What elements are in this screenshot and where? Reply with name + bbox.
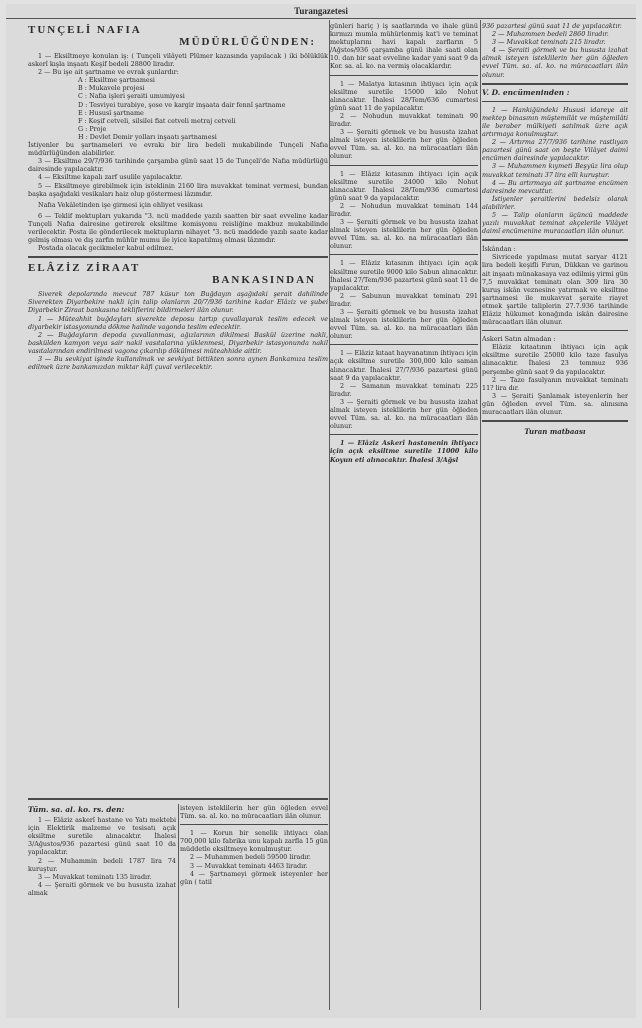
list-item: D : Tesviyei turabiye, şose ve kargir inşaata dair fennî şartname xyxy=(78,100,286,109)
col2-m2: 2 — Nohudun muvakkat teminatı 90 liradır. xyxy=(330,111,478,129)
newspaper-page xyxy=(6,4,636,1018)
tunceli-p5: 4 — Eksiltme kapalı zarf usulile yapılacaktır. xyxy=(38,173,183,182)
divider xyxy=(482,239,628,241)
masthead: Turangazetesi xyxy=(6,4,636,19)
list-item: F : Keşif cetveli, silsilei fiat cetveli metraj cetveli xyxy=(78,116,236,125)
divider xyxy=(330,75,478,76)
divider xyxy=(330,165,478,166)
col3-t3: 3 — Muvakkat teminatı 215 liradır. xyxy=(492,38,606,47)
tum-a4: 4 — Şeraiti görmek ve bu hususta izahat almak xyxy=(28,880,176,897)
printer-footer: Turan matbaası xyxy=(524,427,586,437)
tum-a1: 1 — Elâziz askerî hastane ve Yatı mektebi için Elektirik malzeme ve tesisatı açık eksiltme suretile alınacaktır. İhalesi 3/Ağustos/936 pazartesi günü saat 10 da yapılacaktır. xyxy=(28,816,176,857)
divider xyxy=(482,83,628,85)
col2-s1: 1 — Elâziz kıtasının ihtiyacı için açık eksiltme suretile 9000 kilo Sabun alınacaktır. İhalesi 27/Tem/936 pazartesi günü saat 11 de yapılacaktır. xyxy=(330,259,478,292)
col3-v3: 3 — Muhammen kıymeti Beşyüz lira olup muvakkat teminatı 37 lira elli kuruştur. xyxy=(482,162,628,179)
tum-a3: 3 — Muvakkat teminatı 135 liradır. xyxy=(38,872,152,881)
column-left xyxy=(28,22,328,792)
tunceli-p9: Postada olacak gecikmeler kabul edilmez. xyxy=(38,244,174,253)
list-item: A : Eksiltme şartnamesi xyxy=(78,76,155,85)
col3-v1: 1 — Hankiğündeki Hususi idareye ait mektep binasının müştemilât ve müştemilâti ile beraber mülkiyeti satılmak üzre açık artırmaya konulmuştur. xyxy=(482,105,628,139)
divider xyxy=(330,344,478,345)
ziraat-heading xyxy=(28,262,328,286)
list-item: G : Proje xyxy=(78,124,107,133)
tunceli-p7: Nafıa Vekâletinden işe girmesi için ehliyet vesikası xyxy=(38,200,203,209)
tum-b5: 4 — Şartnameyi görmek isteyenler her gün ( tatil xyxy=(180,869,328,886)
tum-b2: 1 — Korun bir senelik ihtiyacı olan 700,000 kilo fabrika unu kapalı zarfla 15 gün müddetle eksiltmeye konulmuştur. xyxy=(180,829,328,854)
list-item: E : Hususî şartname xyxy=(78,108,144,117)
col3-i1: Sivricede yapılması mutat saryar 4121 lira bedeli keşifli Fırun, Dükkan ve garinou ait inşaatı münakasaya vaz edilmiş yirmi gün 7,5 muvakkat teminatı olan 309 lira 30 kuruş iskân veznesine yatırmak ve eksiltme şartnamesi ile mukavvat şeraite riayet etmek şartile taliplerin 27.7.936 tarihinde Elâziz hükumet konağında iskân dairesine müracaatları ilân olunur. xyxy=(482,253,628,327)
col2-m3: 3 — Şeraiti görmek ve bu hususta izahat almak isteyen isteklilerin her gün öğleden evvel Tüm. sa. al. ko. na müracaatları ilân olunur. xyxy=(330,128,478,161)
col2-p0: günleri hariç ) iş saatlarında ve ihale günü kırmızı mumla mühürlenmiş kat'i ve teminat mektuplarını havi kapalı zarfların 5 /Ağstos/936 çarşamba günü ihale saati olan 10. dan bir saat evveline kadar yani saat 9 da Kor. sa. al. ko. na vermiş olacaklardır. xyxy=(330,22,478,71)
ziraat-p4: 3 — Bu sevkiyat işinde kullanılmak ve sevkiyat bittikten sonra aynen Bankamıza teslim edilmek üzre bankamızdan miktar kâfi çuval verilecektir. xyxy=(28,355,328,372)
tunceli-p8: 6 — Teklif mektupları yukarıda "3. ncü maddede yazılı saatten bir saat evveline kadar Tunçeli Nafıa dairesine getirerek eksiltme komisyonu reisliğine makbuz mukabilinde verilecektir. Posta ile gönderilecek mektupların nihayet "3. ncü maddede yazılı saate kadar gelmiş olması ve dış zarfın mühür mumu ile iyice kapatılmış olması lâzımdır. xyxy=(28,211,328,245)
col3-v2: 2 — Artırma 27/7/936 tarihine rastlıyan pazartesi günü saat on beşte Vilâyet daimî encümen dairesinde yapılacaktır. xyxy=(482,138,628,163)
col2-s3: 3 — Şeraiti görmek ve bu hususta izahat almak isteyen isteklilerin her gün öğleden evvel Tüm. sa. al. ko. na müracaatları ilân olunur. xyxy=(330,308,478,341)
tunceli-p6: 5 — Eksiltmeye girebilmek için isteklinin 2160 lira muvakkat teminat vermesi, bundan başka aşağıdaki vesikaları haiz olup göstermesi lâzımdır. xyxy=(28,181,328,198)
ziraat-title-line1: ELÂZİZ ZİRAAT xyxy=(28,262,141,275)
divider xyxy=(482,330,628,331)
col3-a2: 2 — Taze fasulyanın muvakkat teminatı 11? lira dır. xyxy=(482,375,628,392)
column-rule-bottom xyxy=(178,804,179,1008)
ziraat-title-line2: BANKASINDAN xyxy=(212,274,316,287)
tum-b1: isteyen isteklilerin her gün öğleden evvel Tüm. sa. al. ko. na müracaatları ilân olunur. xyxy=(180,804,328,821)
col2-h2: 2 — Samanın muvakkat teminatı 225 liradır. xyxy=(330,381,478,398)
divider xyxy=(330,434,478,435)
col3-t2: 2 — Muhammen bedeli 2860 liradır. xyxy=(492,30,609,39)
col3-t4: 4 — Şeraiti görmek ve bu hususta izahat almak isteyen isteklilerin her gün öğleden evvel Tüm. sa. al. ko. na müracaatları ilân olunur. xyxy=(482,46,628,79)
tunceli-title-line1: TUNÇELİ NAFIA xyxy=(28,24,142,36)
col2-s2: 2 — Sabunun muvakkat teminatı 291 liradır. xyxy=(330,291,478,308)
col2-e2: 2 — Nohudun muvakkat teminatı 144 liradır. xyxy=(330,201,478,218)
bottom-left-col-a xyxy=(28,804,176,1008)
tunceli-heading xyxy=(28,24,328,48)
bottom-left-col-b xyxy=(180,804,328,1008)
col3-a3: 3 — Şeraiti Şanlamak isteyenlerin her gün öğleden evvel Tüm. sa. alınısına muracaatları ilân olunur. xyxy=(482,391,628,417)
tunceli-p3: İstiyenler bu şartnameleri ve evrakı bir lira bedeli mukabilinde Tunçeli Nafıa müdürlüğünden alabilirler. xyxy=(28,141,328,158)
col3-v5: İstiyenler şeraitlerini bedelsiz olarak alabilirler. xyxy=(482,194,628,211)
tunceli-p2: 2 — Bu işe ait şartname ve evrak şunlardır: xyxy=(38,68,179,77)
col3-a1: Elâziz kıtaatının ihtiyacı için açık eksiltme suretile 25000 kilo taze fasulya alınacaktır. İhalesi 23 temmuz 936 perşembe günü saat 9 da yapılacaktır. xyxy=(482,343,628,376)
column-middle xyxy=(330,22,478,1006)
divider xyxy=(482,420,628,422)
col3-v4: 4 — Bu artırmaya ait şartname encümen dairesinde mevcuttur. xyxy=(482,178,628,195)
col2-h1: 1 — Elâziz kıtaat hayvanatının ihtiyacı için açık eksiltme suretile 300,000 kilo saman alınacaktır. İhalesi 27/7/936 pazartesi günü saat 9 da yapılacaktır. xyxy=(330,349,478,382)
divider xyxy=(28,798,328,800)
col2-h3: 3 — Şeraiti görmek ve bu hususta izahat almak isteyen isteklilerin her gün öğleden evvel Tüm. sa. al. ko. na müracaatları ilân olunur. xyxy=(330,397,478,431)
col2-m1: 1 — Malatya kıtasının ihtiyacı için açık eksiltme suretile 15000 kilo Nohut alınacaktır. İhalesi 28/Tem/636 cumartesi günü saat 11 de yapılacaktır. xyxy=(330,79,478,112)
col2-e1: 1 — Elâziz kıtasının ihtiyacı için açık eksiltme suretile 24000 kilo Nohut alınacaktır. İhalesi 28/Tem/936 cumartesi günü saat 9 da yapılacaktır. xyxy=(330,169,478,202)
tum-b3: 2 — Muhammen bedeli 59500 liradır. xyxy=(190,853,311,862)
tum-a2: 2 — Muhammin bedeli 1787 lira 74 kuruştur. xyxy=(28,856,176,873)
bottom-left-block xyxy=(28,798,328,1008)
tunceli-title-line2: MÜDÜRLÜĞÜNDEN: xyxy=(179,36,316,48)
ziraat-p3: 2 — Buğdayların depoda çuvallanması, ağızlarının dikilmesi Baskül üzerine nakli, baskülden kamyon veya sair nakil vasıtalarına yüklenmesi, Diyarbekir istasyonunda nakil vasıtalarından endirilmesi vagona çıkarılıp dökülmesi müteahhide aittir. xyxy=(28,330,328,355)
tum-b4: 3 — Muvakkat teminatı 4463 liradır. xyxy=(190,861,308,870)
col3-v6: 5 — Talip olanların üçüncü maddede yazılı muvakkat teminat akçelerile Vilâyet daimî encümenine muracaatları ilân olunur. xyxy=(482,210,628,236)
vd-header: V. D. encümeninden : xyxy=(482,87,570,97)
ziraat-p2: 1 — Müteahhit buğdayları siverekte deposu tartıp çuvallayarak teslim edecek ve diyarbekir istasyonunda dökme halinde vagonda teslim edecektir. xyxy=(28,314,328,331)
divider xyxy=(482,101,628,102)
tunceli-p1: 1 — Eksiltmeye konulan iş: ( Tunçeli vilâyeti Plümer kazasında yapılacak ) iki bölüklük askerî kışla inşaatı Keşif bedeli 28800 liradır. xyxy=(28,52,328,69)
tunceli-p4: 3 — Eksiltme 29/7/936 tarihinde çarşamba günü saat 15 de Tunçeli'de Nafıa müdürlüğü dairesinde yapılacaktır. xyxy=(28,157,328,174)
list-item: C : Nafıa işleri şeraiti umumiyesi xyxy=(78,92,185,101)
tunceli-doc-list xyxy=(28,76,328,141)
col2-last: 1 — Elâziz Askerî hastanenin ihtiyacı için açık eksiltme suretile 11000 kilo Koyun eti alınacaktır. İhalesi 3/Ağsl xyxy=(330,439,478,464)
isk-header: İskândan : xyxy=(482,245,516,254)
col3-t1: 936 pazartesi günü saat 11 de yapılacaktır. xyxy=(482,22,622,30)
list-item: H : Devlet Demir yolları inşaatı şartnamesi xyxy=(78,132,217,141)
list-item: B : Mukavele projesi xyxy=(78,84,145,93)
divider xyxy=(28,256,328,258)
divider xyxy=(180,824,328,825)
column-right xyxy=(482,22,628,1006)
tum-header: Tüm. sa. al. ko. rs. den: xyxy=(28,805,125,814)
divider xyxy=(330,254,478,255)
col2-e3: 3 — Şeraiti görmek ve bu hususta izahat almak isteyen isteklilerin her gün öğleden evvel Tüm. sa. al. ko. na müracaatları ilân olunur. xyxy=(330,218,478,251)
ziraat-p1: Siverek depolarında mevcut 787 küsur ton Buğdayın aşağıdaki şerait dahilinde Siverekten Diyarbekire nakli için talip olanların 20/7/936 tarihine kadar Elâziz ve şubei Diyarbekir Ziraat bankasına tekliflerini bildirmeleri ilân olunur. xyxy=(28,290,328,315)
column-rule-2 xyxy=(480,20,481,1010)
askeri-header: Askeri Satın almadan : xyxy=(482,335,556,344)
